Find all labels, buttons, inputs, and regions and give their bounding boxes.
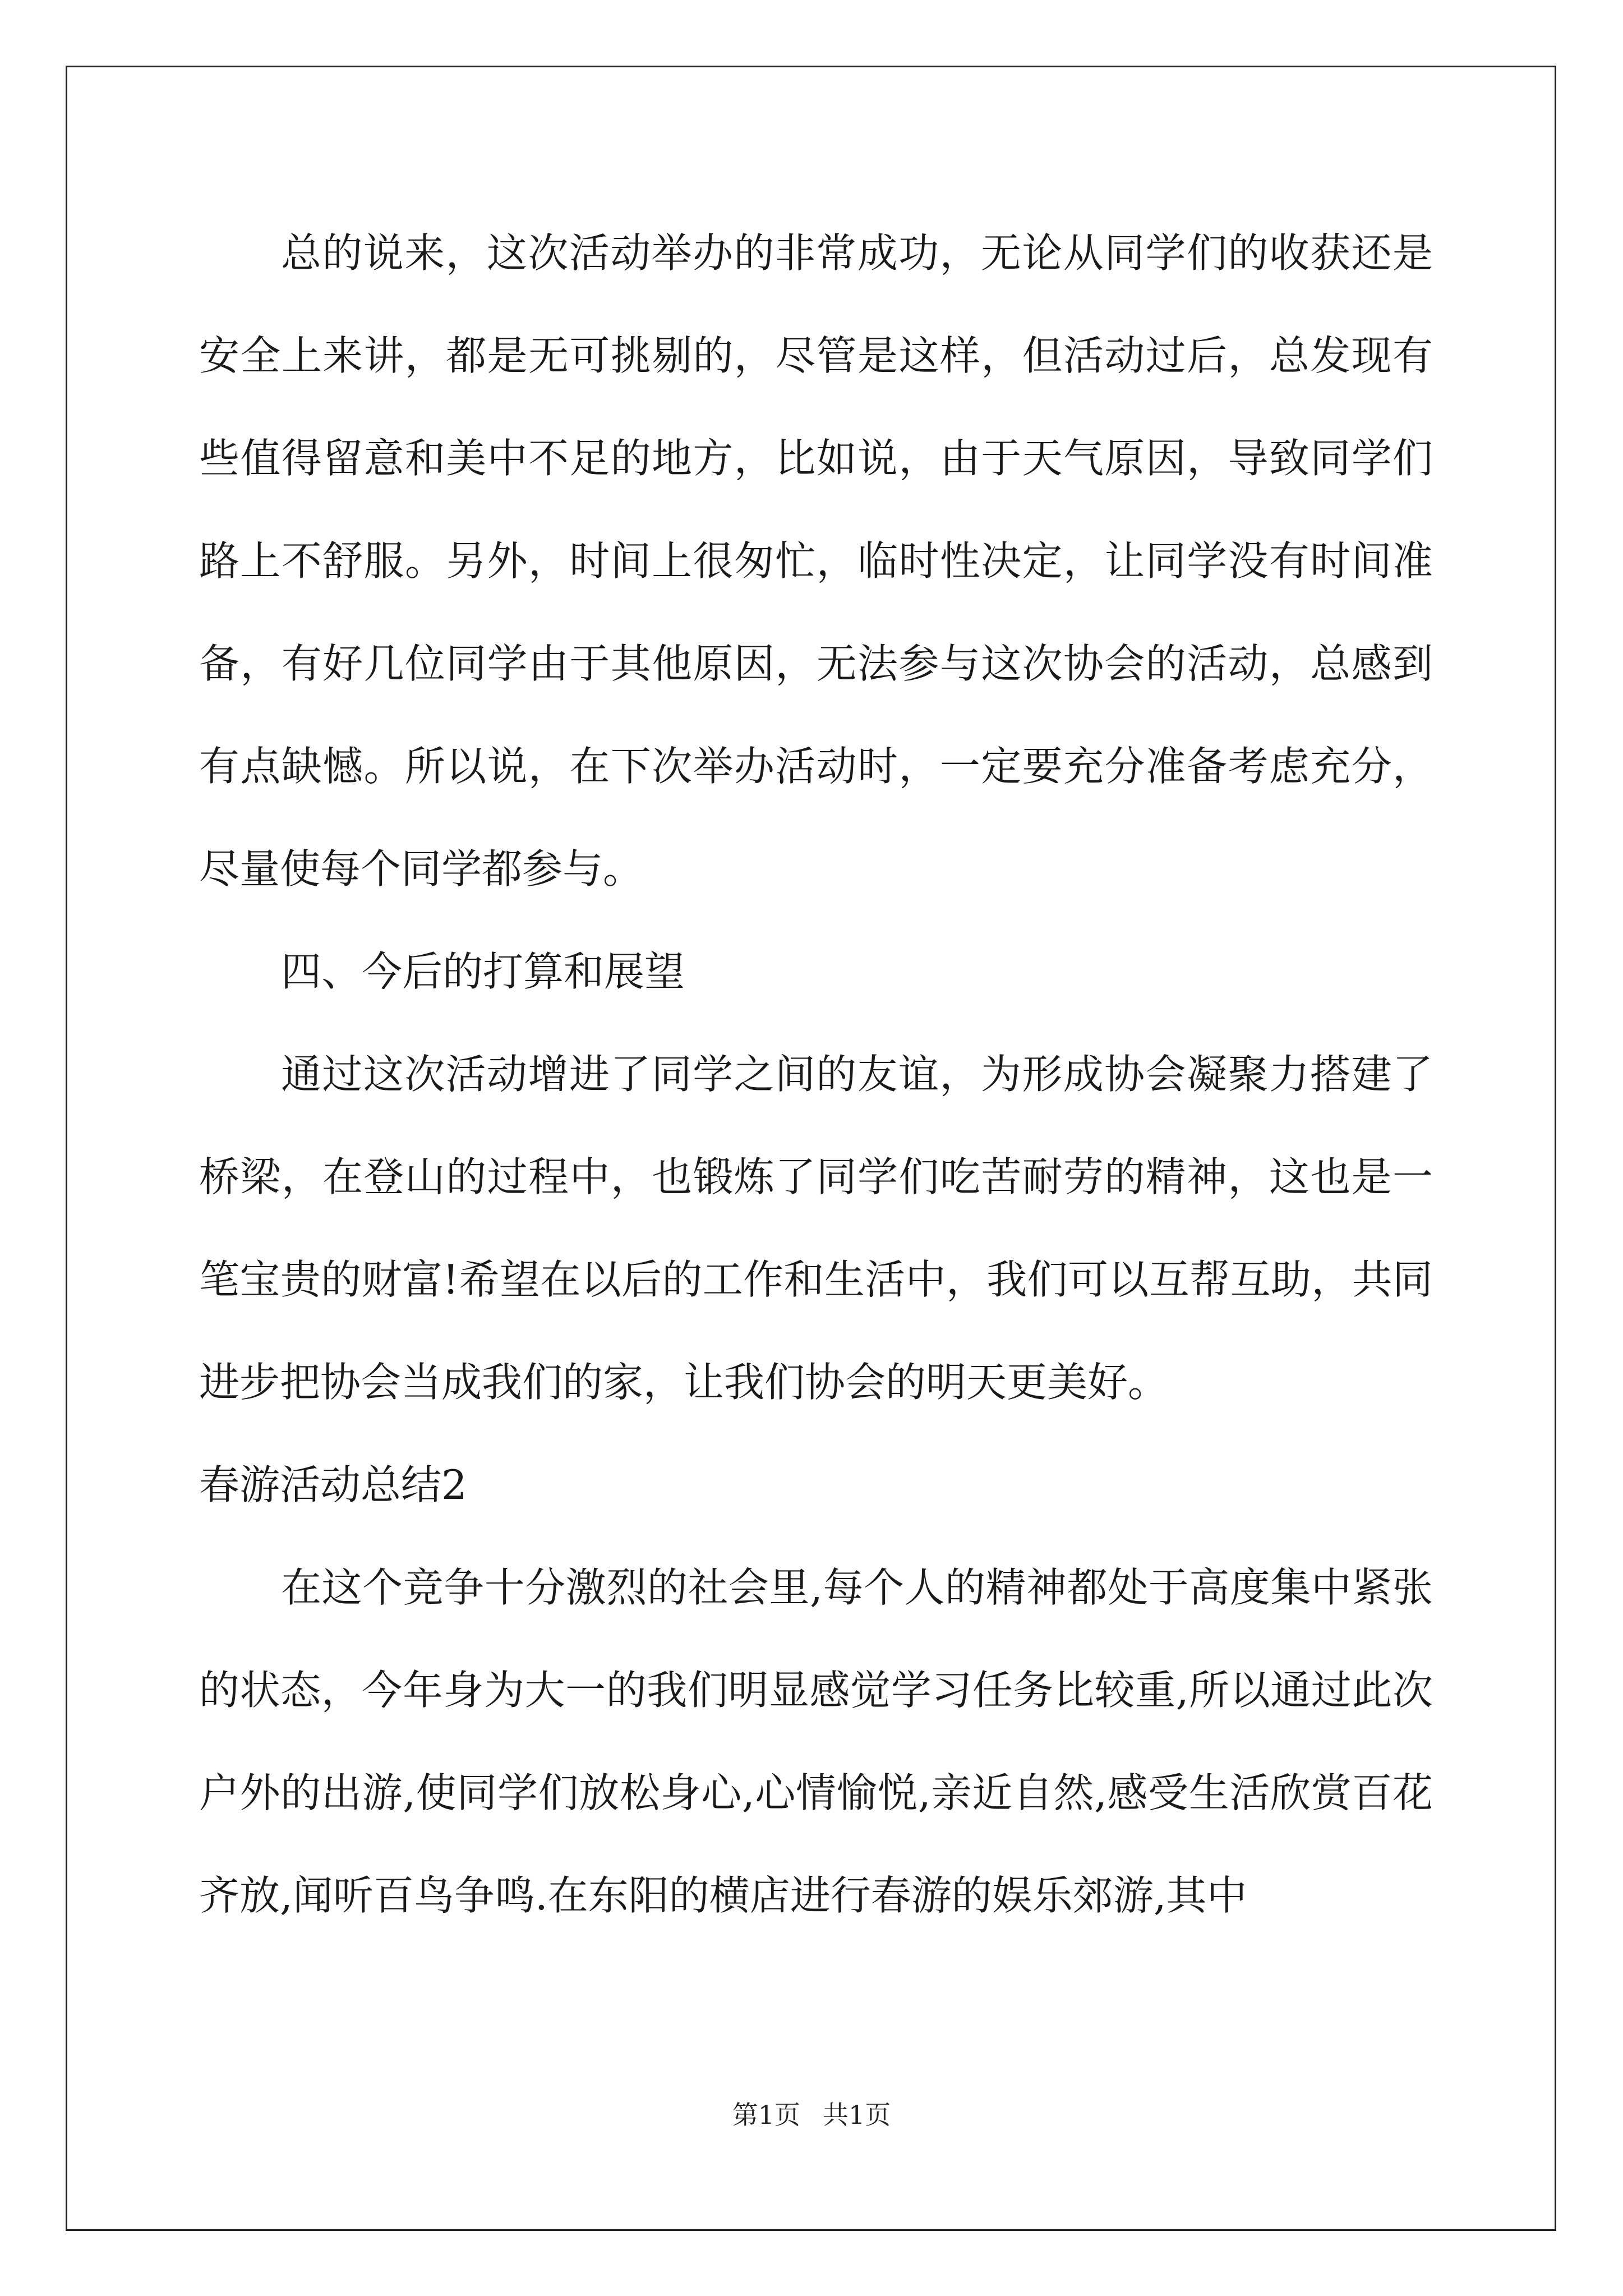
paragraph-spring-trip: 在这个竞争十分激烈的社会里,每个人的精神都处于高度集中紧张的状态，今年身为大一的我们明显感觉学习任务比较重,所以通过此次户外的出游,使同学们放松身心,心情愉悦,亲近自然,感受生活欣赏百花齐放,闻听百鸟争鸣.在东阳的横店进行春游的娱乐郊游,其中 xyxy=(199,1564,1433,1919)
paragraph-outlook: 通过这次活动增进了同学之间的友谊，为形成协会凝聚力搭建了桥梁，在登山的过程中，也锻炼了同学们吃苦耐劳的精神，这也是一笔宝贵的财富!希望在以后的工作和生活中，我们可以互帮互助，共同进步把协会当成我们的家，让我们协会的明天更美好。 xyxy=(199,1051,1433,1406)
page-footer xyxy=(0,2098,1623,2132)
page-number-current: 第1页 xyxy=(732,2100,800,2130)
document-body xyxy=(199,202,1433,1947)
section-heading-plans: 四、今后的打算和展望 xyxy=(281,948,685,995)
paragraph-summary: 总的说来，这次活动举办的非常成功，无论从同学们的收获还是安全上来讲，都是无可挑剔的，尽管是这样，但活动过后，总发现有些值得留意和美中不足的地方，比如说，由于天气原因，导致同学们路上不舒服。另外，时间上很匆忙，临时性决定，让同学没有时间准备，有好几位同学由于其他原因，无法参与这次协会的活动，总感到有点缺憾。所以说，在下次举办活动时，一定要充分准备考虑充分，尽量使每个同学都参与。 xyxy=(199,229,1433,892)
page-number-total: 共1页 xyxy=(823,2100,891,2130)
document-subtitle: 春游活动总结2 xyxy=(199,1461,467,1508)
